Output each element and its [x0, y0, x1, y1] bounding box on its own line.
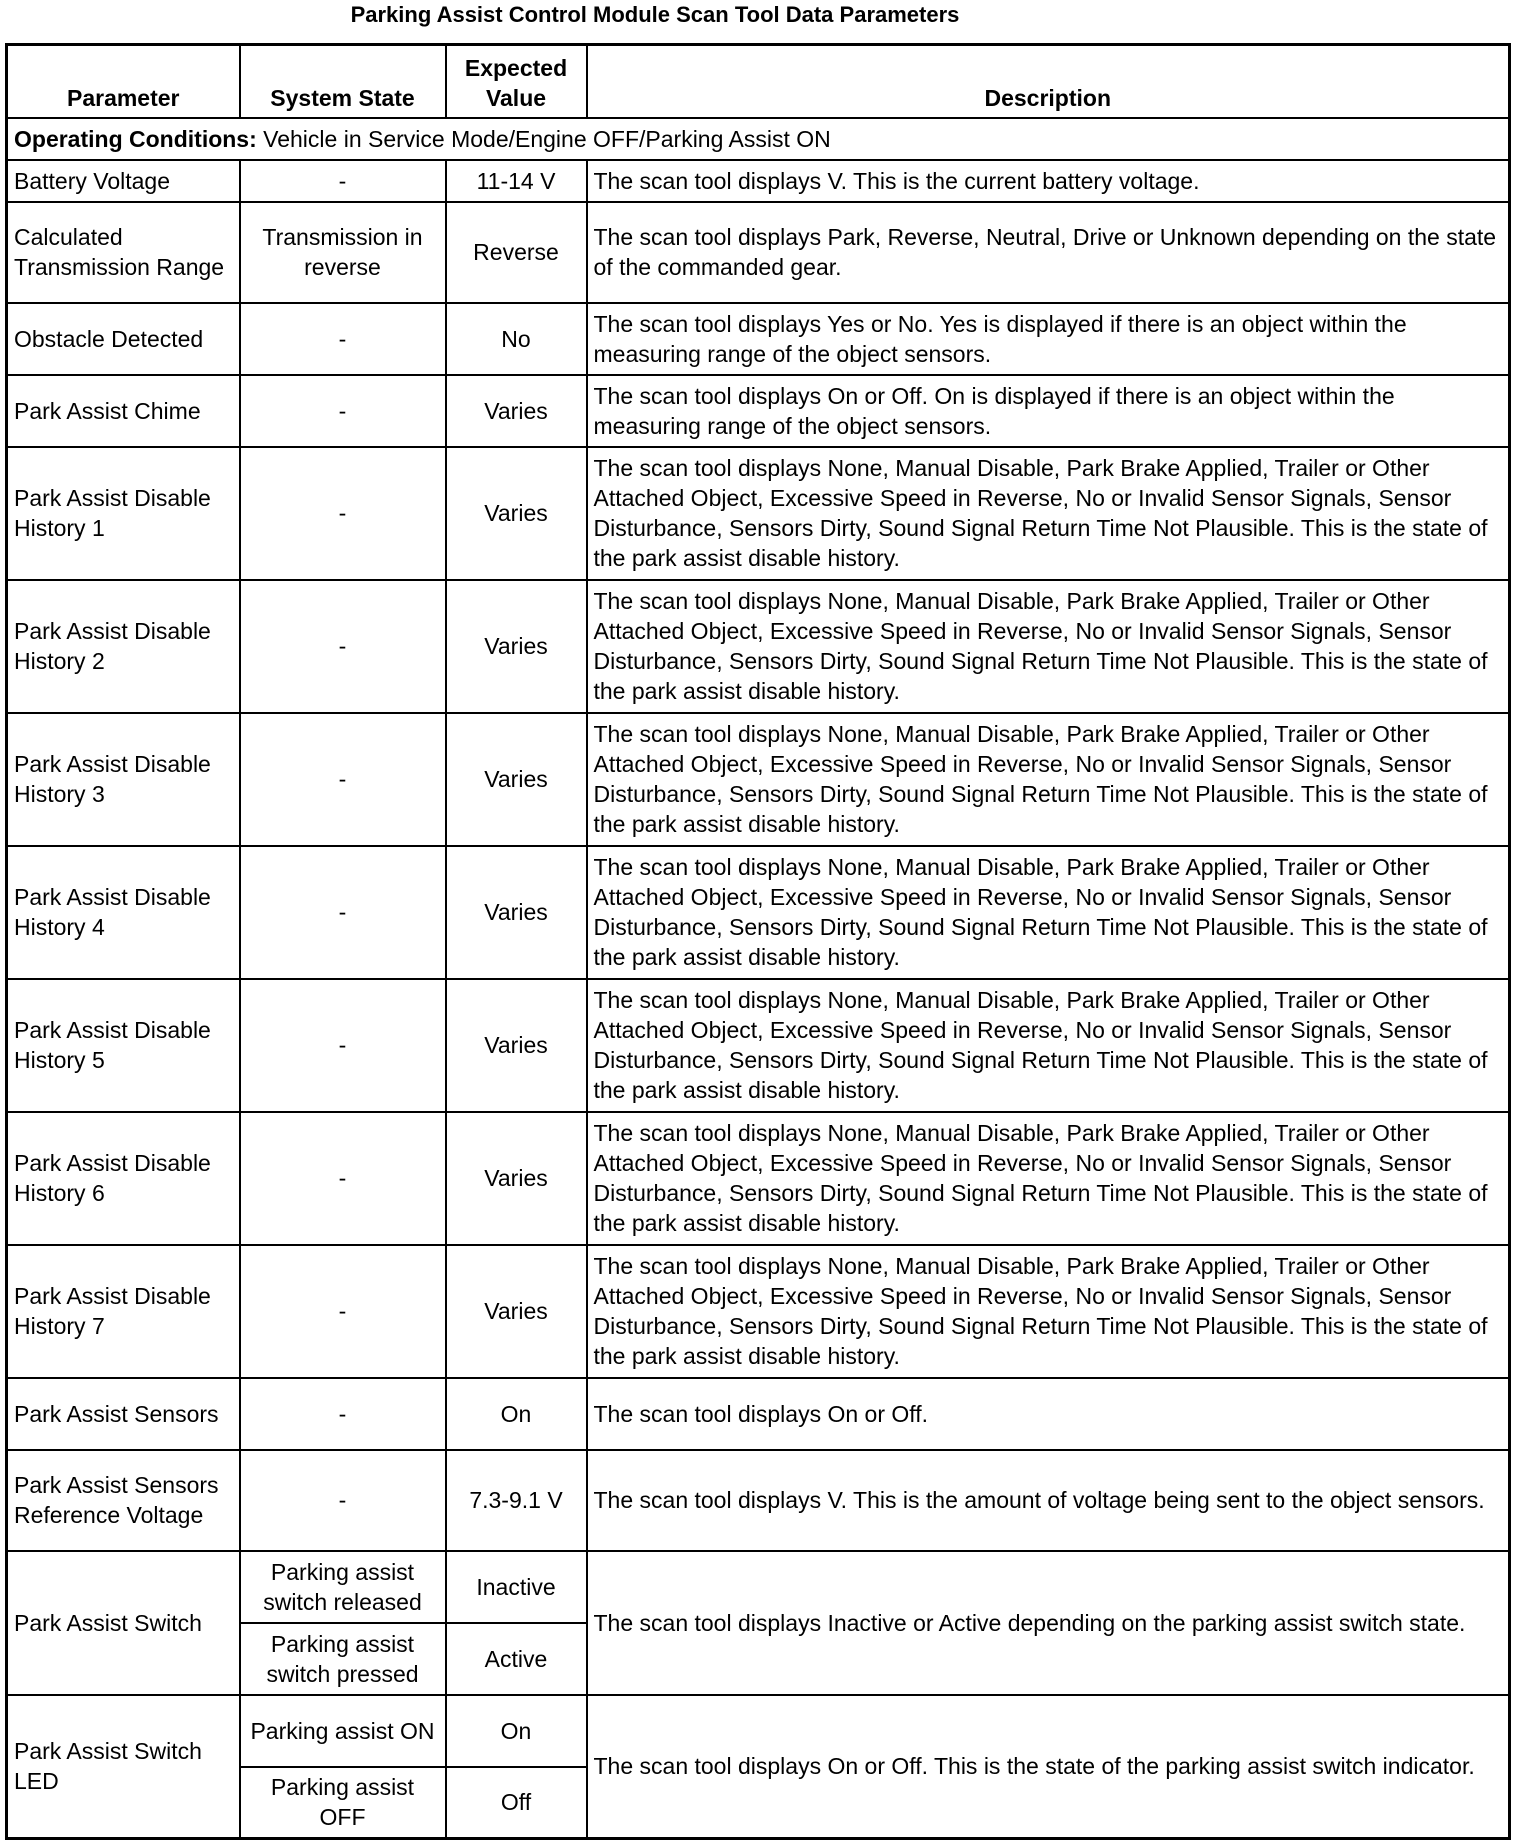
- expected-value-cell: Varies: [446, 447, 587, 580]
- system-state-cell: -: [240, 447, 446, 580]
- parameter-cell: Park Assist Disable History 6: [7, 1112, 240, 1245]
- parameter-cell: Park Assist Switch: [7, 1551, 240, 1695]
- table-row: [7, 979, 1510, 1112]
- expected-value-cell: Off: [446, 1767, 587, 1839]
- parameter-cell: Park Assist Switch LED: [7, 1695, 240, 1839]
- system-state-cell: Parking assist switch pressed: [240, 1623, 446, 1695]
- column-header-parameter: Parameter: [7, 45, 240, 118]
- parameter-cell: Park Assist Disable History 3: [7, 713, 240, 846]
- table-row: [7, 1551, 1510, 1623]
- system-state-cell: -: [240, 1450, 446, 1551]
- expected-value-cell: Active: [446, 1623, 587, 1695]
- parameter-cell: Battery Voltage: [7, 160, 240, 202]
- expected-value-cell: On: [446, 1695, 587, 1767]
- parameter-cell: Park Assist Chime: [7, 375, 240, 447]
- system-state-cell: Parking assist ON: [240, 1695, 446, 1767]
- table-row: [7, 160, 1510, 202]
- parameter-cell: Park Assist Disable History 2: [7, 580, 240, 713]
- parameter-cell: Park Assist Disable History 7: [7, 1245, 240, 1378]
- column-header-description: Description: [587, 45, 1510, 118]
- system-state-cell: -: [240, 580, 446, 713]
- table-row: [7, 846, 1510, 979]
- expected-value-cell: On: [446, 1378, 587, 1450]
- description-cell: The scan tool displays None, Manual Disable, Park Brake Applied, Trailer or Other Attached Object, Excessive Speed in Reverse, No or Invalid Sensor Signals, Sensor Disturbance, Sensors Dirty, Sound Signal Return Time Not Plausible. This is the state of the park assist disable history.: [587, 1112, 1510, 1245]
- parameter-cell: Park Assist Sensors Reference Voltage: [7, 1450, 240, 1551]
- description-cell: The scan tool displays None, Manual Disable, Park Brake Applied, Trailer or Other Attached Object, Excessive Speed in Reverse, No or Invalid Sensor Signals, Sensor Disturbance, Sensors Dirty, Sound Signal Return Time Not Plausible. This is the state of the park assist disable history.: [587, 580, 1510, 713]
- system-state-cell: -: [240, 375, 446, 447]
- table-row: [7, 713, 1510, 846]
- operating-conditions-row: [7, 118, 1510, 160]
- system-state-cell: -: [240, 846, 446, 979]
- system-state-cell: Parking assist OFF: [240, 1767, 446, 1839]
- system-state-cell: -: [240, 1112, 446, 1245]
- column-header-system-state: System State: [240, 45, 446, 118]
- parameter-cell: Park Assist Disable History 4: [7, 846, 240, 979]
- table-row: [7, 580, 1510, 713]
- header-row: [7, 45, 1510, 118]
- expected-value-cell: No: [446, 303, 587, 375]
- operating-conditions-cell: [7, 118, 1510, 160]
- description-cell: The scan tool displays V. This is the current battery voltage.: [587, 160, 1510, 202]
- description-cell: The scan tool displays None, Manual Disable, Park Brake Applied, Trailer or Other Attached Object, Excessive Speed in Reverse, No or Invalid Sensor Signals, Sensor Disturbance, Sensors Dirty, Sound Signal Return Time Not Plausible. This is the state of the park assist disable history.: [587, 713, 1510, 846]
- expected-value-cell: Varies: [446, 375, 587, 447]
- system-state-cell: -: [240, 1378, 446, 1450]
- system-state-cell: -: [240, 979, 446, 1112]
- table-row: [7, 303, 1510, 375]
- expected-value-cell: 11-14 V: [446, 160, 587, 202]
- description-cell: The scan tool displays On or Off.: [587, 1378, 1510, 1450]
- column-header-expected-value: Expected Value: [446, 45, 587, 118]
- description-cell: The scan tool displays None, Manual Disable, Park Brake Applied, Trailer or Other Attached Object, Excessive Speed in Reverse, No or Invalid Sensor Signals, Sensor Disturbance, Sensors Dirty, Sound Signal Return Time Not Plausible. This is the state of the park assist disable history.: [587, 1245, 1510, 1378]
- table-row: [7, 1245, 1510, 1378]
- description-cell: The scan tool displays On or Off. This is the state of the parking assist switch indicator.: [587, 1695, 1510, 1839]
- expected-value-cell: Reverse: [446, 202, 587, 303]
- description-cell: The scan tool displays On or Off. On is displayed if there is an object within the measuring range of the object sensors.: [587, 375, 1510, 447]
- parameter-cell: Park Assist Disable History 1: [7, 447, 240, 580]
- description-cell: The scan tool displays None, Manual Disable, Park Brake Applied, Trailer or Other Attached Object, Excessive Speed in Reverse, No or Invalid Sensor Signals, Sensor Disturbance, Sensors Dirty, Sound Signal Return Time Not Plausible. This is the state of the park assist disable history.: [587, 447, 1510, 580]
- table-body: [7, 118, 1510, 1839]
- table-row: [7, 447, 1510, 580]
- expected-value-cell: Varies: [446, 846, 587, 979]
- description-cell: The scan tool displays None, Manual Disable, Park Brake Applied, Trailer or Other Attached Object, Excessive Speed in Reverse, No or Invalid Sensor Signals, Sensor Disturbance, Sensors Dirty, Sound Signal Return Time Not Plausible. This is the state of the park assist disable history.: [587, 979, 1510, 1112]
- system-state-cell: -: [240, 1245, 446, 1378]
- parameter-cell: Obstacle Detected: [7, 303, 240, 375]
- description-cell: The scan tool displays Yes or No. Yes is displayed if there is an object within the measuring range of the object sensors.: [587, 303, 1510, 375]
- table-row: [7, 1695, 1510, 1767]
- parameter-cell: Park Assist Disable History 5: [7, 979, 240, 1112]
- expected-value-cell: Varies: [446, 979, 587, 1112]
- system-state-cell: Parking assist switch released: [240, 1551, 446, 1623]
- table-row: [7, 1112, 1510, 1245]
- system-state-cell: -: [240, 160, 446, 202]
- expected-value-cell: 7.3-9.1 V: [446, 1450, 587, 1551]
- operating-conditions-label: Operating Conditions:: [14, 125, 257, 152]
- operating-conditions-text: Vehicle in Service Mode/Engine OFF/Parking Assist ON: [256, 125, 831, 152]
- expected-value-cell: Varies: [446, 1245, 587, 1378]
- table-row: [7, 1378, 1510, 1450]
- parameter-cell: Park Assist Sensors: [7, 1378, 240, 1450]
- system-state-cell: Transmission in reverse: [240, 202, 446, 303]
- page-title: Parking Assist Control Module Scan Tool Data Parameters: [350, 2, 960, 27]
- description-cell: The scan tool displays None, Manual Disable, Park Brake Applied, Trailer or Other Attached Object, Excessive Speed in Reverse, No or Invalid Sensor Signals, Sensor Disturbance, Sensors Dirty, Sound Signal Return Time Not Plausible. This is the state of the park assist disable history.: [587, 846, 1510, 979]
- expected-value-cell: Varies: [446, 1112, 587, 1245]
- description-cell: The scan tool displays Park, Reverse, Neutral, Drive or Unknown depending on the state of the commanded gear.: [587, 202, 1510, 303]
- description-cell: The scan tool displays V. This is the amount of voltage being sent to the object sensors.: [587, 1450, 1510, 1551]
- expected-value-cell: Varies: [446, 713, 587, 846]
- expected-value-cell: Inactive: [446, 1551, 587, 1623]
- table-row: [7, 375, 1510, 447]
- system-state-cell: -: [240, 303, 446, 375]
- table-row: [7, 202, 1510, 303]
- parameter-cell: Calculated Transmission Range: [7, 202, 240, 303]
- scan-tool-data-table: [5, 43, 1511, 1840]
- description-cell: The scan tool displays Inactive or Active depending on the parking assist switch state.: [587, 1551, 1510, 1695]
- table-row: [7, 1450, 1510, 1551]
- system-state-cell: -: [240, 713, 446, 846]
- expected-value-cell: Varies: [446, 580, 587, 713]
